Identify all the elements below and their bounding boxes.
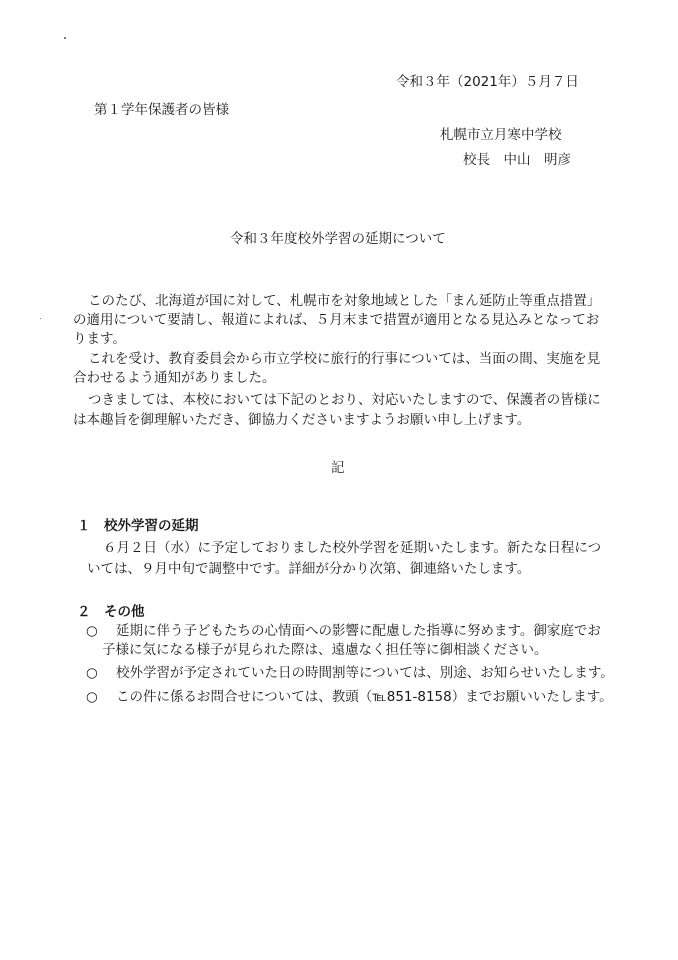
bullet-circle: ○ [86,665,98,681]
school-name: 札幌市立月寒中学校 [440,127,562,143]
section2-item: 延期に伴う子どもたちの心情面への影響に配慮した指導に努めます。御家庭でお [116,623,601,639]
section1-line: いては、９月中旬で調整中です。詳細が分かり次第、御連絡いたします。 [87,561,531,577]
section2-item: 校外学習が予定されていた日の時間割等については、別途、お知らせいたします。 [116,665,614,681]
body-line: 合わせるよう通知がありました。 [73,370,276,386]
body-line: このたび、北海道が国に対して、札幌市を対象地域とした「まん延防止等重点措置」 [88,293,601,309]
section2-heading: ２ その他 [77,604,145,620]
scan-speck [40,318,41,319]
section1-line: ６月２日（水）に予定しておりました校外学習を延期いたします。新たな日程につ [103,540,602,556]
section2-item: この件に係るお問合せについては、教頭（℡851-8158）までお願いいたします。 [116,689,613,705]
bullet-circle: ○ [86,623,98,639]
body-line: これを受け、教育委員会から市立学校に旅行的行事については、当面の間、実施を見 [88,351,601,367]
body-line: つきましては、本校においては下記のとおり、対応いたしますので、保護者の皆様に [88,392,601,408]
ki-label: 記 [331,460,345,476]
section1-heading: １ 校外学習の延期 [77,518,199,534]
body-line: ります。 [73,331,126,347]
body-line: は本趣旨を御理解いただき、御協力くださいますようお願い申し上げます。 [73,412,531,428]
section2-item: 子様に気になる様子が見られた際は、遠慮なく担任等に御相談ください。 [102,642,548,658]
principal-name: 校長 中山 明彦 [463,152,571,168]
document-date: 令和３年（2021年）５月７日 [396,74,579,90]
document-title: 令和３年度校外学習の延期について [230,231,446,247]
body-line: の適用について要請し、報道によれば、５月末まで措置が適用となる見込みとなってお [73,312,600,328]
recipient-line: 第１学年保護者の皆様 [94,102,229,118]
scan-speck [64,37,66,39]
bullet-circle: ○ [86,689,98,705]
